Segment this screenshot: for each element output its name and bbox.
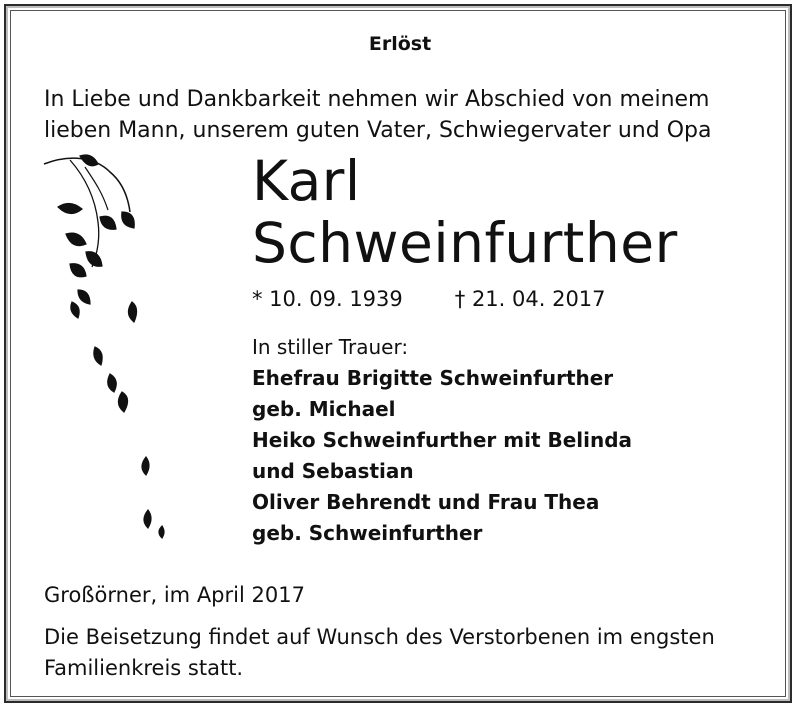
mourner-line: Oliver Behrendt und Frau Thea xyxy=(252,490,600,514)
mourning-intro: In stiller Trauer: xyxy=(252,335,409,359)
intro-line-1: In Liebe und Dankbarkeit nehmen wir Abschied von meinem xyxy=(44,87,710,112)
place-date: Großörner, im April 2017 xyxy=(44,583,305,607)
death-date: † 21. 04. 2017 xyxy=(454,287,606,311)
mourner-line: geb. Schweinfurther xyxy=(252,521,483,545)
mourner-line: geb. Michael xyxy=(252,397,396,421)
birth-date: * 10. 09. 1939 xyxy=(252,287,403,311)
first-name: Karl xyxy=(252,149,361,213)
mourner-line: Heiko Schweinfurther mit Belinda xyxy=(252,428,633,452)
mourner-line: und Sebastian xyxy=(252,459,414,483)
falling-leaves-branch-icon xyxy=(40,152,170,552)
mourners-block xyxy=(252,332,632,549)
intro-text xyxy=(44,84,711,146)
deceased-name xyxy=(252,150,678,274)
intro-line-2: lieben Mann, unserem guten Vater, Schwiegervater und Opa xyxy=(44,118,712,143)
life-dates xyxy=(252,287,606,311)
notice-heading: Erlöst xyxy=(368,33,432,55)
mourner-line: Ehefrau Brigitte Schweinfurther xyxy=(252,366,614,390)
burial-note: Die Beisetzung findet auf Wunsch des Verstorbenen im engsten Familienkreis statt. xyxy=(44,625,715,680)
last-name: Schweinfurther xyxy=(252,211,678,275)
